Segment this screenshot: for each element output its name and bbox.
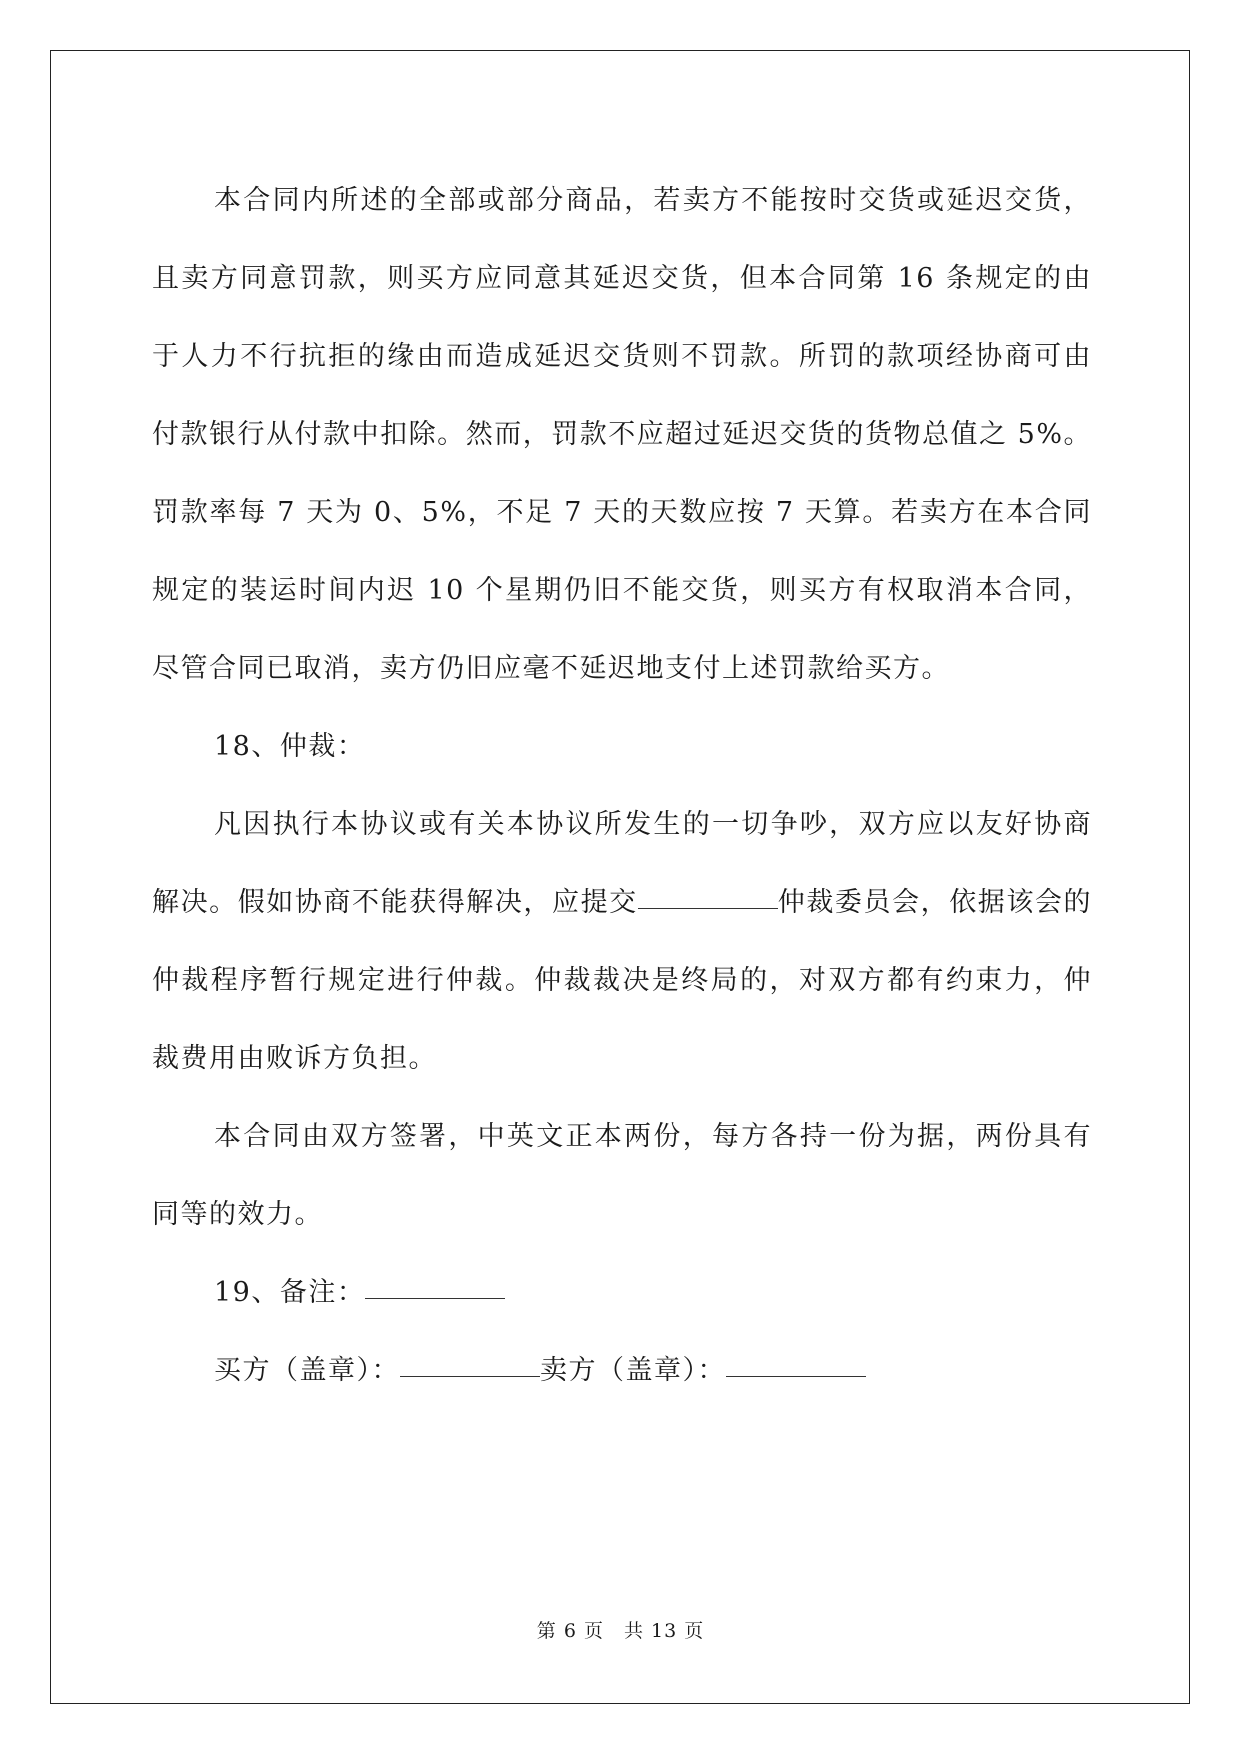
seller-seal-blank — [726, 1375, 866, 1377]
buyer-seal-label: 买方（盖章）： — [214, 1355, 400, 1386]
buyer-seal-blank — [400, 1375, 540, 1377]
arbitration-text-part1: 凡因执行本协议或有关本协议所发生的一切争吵，双方应以友好协商解决。假如协商不能获得解决，应提交 — [152, 809, 1092, 918]
arbitration-text-part2: 仲裁委员会，依据该会的仲裁程序暂行规定进行仲裁。仲裁裁决是终局的，对双方都有约束力，仲裁费用由败诉方负担。 — [152, 887, 1093, 1074]
arbitration-committee-blank — [638, 907, 778, 909]
seller-seal-label: 卖方（盖章）： — [540, 1355, 726, 1386]
paragraph-arbitration — [152, 786, 1092, 1098]
signature-line — [152, 1332, 1092, 1410]
paragraph-signing-copies: 本合同由双方签署，中英文正本两份，每方各持一份为据，两份具有同等的效力。 — [152, 1121, 1092, 1230]
paragraph-late-delivery-penalty: 本合同内所述的全部或部分商品，若卖方不能按时交货或延迟交货，且卖方同意罚款，则买方应同意其延迟交货，但本合同第 16 条规定的由于人力不行抗拒的缘由而造成延迟交货则不罚款。所罚的款项经协商可由付款银行从付款中扣除。然而，罚款不应超过延迟交货的货物总值之 5%。罚款率每 7 天为 0、5%，不足 7 天的天数应按 7 天算。若卖方在本合同规定的装运时间内迟 10 个星期仍旧不能交货，则买方有权取消本合同，尽管合同已取消，卖方仍旧应毫不延迟地支付上述罚款给买方。 — [152, 185, 1092, 684]
document-body — [152, 162, 1092, 1410]
section-remarks — [152, 1254, 1092, 1332]
remarks-label: 19、备注： — [214, 1277, 366, 1308]
section-heading-arbitration: 18、仲裁： — [214, 731, 366, 762]
remarks-blank — [365, 1297, 505, 1299]
page-number-footer: 第 6 页 共 13 页 — [536, 1620, 705, 1642]
